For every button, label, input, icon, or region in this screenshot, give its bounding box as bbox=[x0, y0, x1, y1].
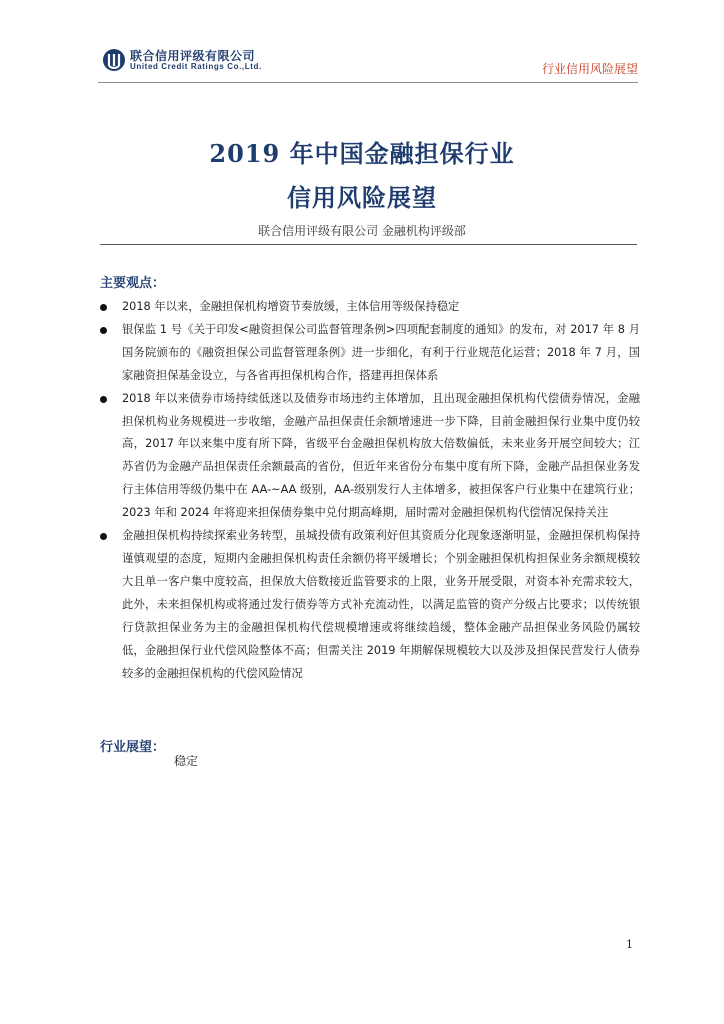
company-name-en: United Credit Ratings Co.,Ltd. bbox=[130, 62, 262, 71]
ucr-logo-icon bbox=[102, 48, 126, 72]
industry-outlook-value: 稳定 bbox=[174, 754, 199, 768]
bullet-text: 2018 年以来债券市场持续低迷以及债券市场违约主体增加，且出现金融担保机构代偿债券情况，金融担保机构业务规模进一步收缩，金融产品担保责任余额增速进一步下降，目前金融担保行业集中度仍较高，2017 年以来集中度有所下降，省级平台金融担保机构放大倍数偏低，未来业务开展空间较大；江苏省仍为金融产品担保责任余额最高的省份，但近年来省份分布集中度有所下降，金融产品担保业务发行主体信用等级仍集中在 AA-~AA 级别，AA-级别发行人主体增多，被担保客户行业集中在建筑行业；2023 年和 2024 年将迎来担保债券集中兑付期高峰期，届时需对金融担保机构代偿情况保持关注 bbox=[122, 391, 640, 520]
bullet-text: 银保监 1 号《关于印发<融资担保公司监督管理条例>四项配套制度的通知》的发布，对 2017 年 8 月国务院颁布的《融资担保公司监督管理条例》进一步细化，有利于行业规范化运营；2018 年 7 月，国家融资担保基金设立，与各省再担保机构合作，搭建再担保体系 bbox=[122, 322, 640, 382]
page-number: 1 bbox=[626, 938, 633, 951]
report-title-line2: 信用风险展望 bbox=[287, 183, 437, 212]
bullet-text: 2018 年以来，金融担保机构增资节奏放缓，主体信用等级保持稳定 bbox=[122, 300, 460, 313]
list-item bbox=[100, 296, 640, 319]
bullet-text: 金融担保机构持续探索业务转型，虽城投债有政策利好但其资质分化现象逐渐明显，金融担保机构保持谨慎观望的态度，短期内金融担保机构责任余额仍将平缓增长；个别金融担保机构担保业务余额规模较大且单一客户集中度较高，担保放大倍数接近监管要求的上限，业务开展受限，对资本补充需求较大，此外，未来担保机构或将通过发行债券等方式补充流动性，以满足监管的资产分级占比要求；以传统银行贷款担保业务为主的金融担保机构代偿规模增速或将继续趋缓，整体金融产品担保业务风险仍属较低，金融担保行业代偿风险整体不高；但需关注 2019 年期解保规模较大以及涉及担保民营发行人债券较多的金融担保机构的代偿风险情况 bbox=[122, 529, 640, 680]
company-logo bbox=[102, 47, 292, 75]
report-title-line1: 2019 年中国金融担保行业 bbox=[209, 139, 515, 168]
industry-outlook-heading: 行业展望： bbox=[100, 740, 166, 755]
main-views-heading: 主要观点： bbox=[100, 276, 166, 291]
list-item bbox=[100, 319, 640, 388]
page-header bbox=[0, 0, 724, 90]
bullet-icon bbox=[100, 396, 107, 403]
bullet-icon bbox=[100, 327, 107, 334]
main-views-list bbox=[100, 296, 640, 685]
list-item bbox=[100, 525, 640, 685]
header-divider bbox=[98, 82, 638, 83]
title-divider bbox=[100, 244, 637, 245]
report-subtitle: 联合信用评级有限公司 金融机构评级部 bbox=[258, 224, 466, 238]
company-name-cn: 联合信用评级有限公司 bbox=[130, 49, 256, 63]
bullet-icon bbox=[100, 304, 107, 311]
list-item bbox=[100, 388, 640, 525]
bullet-icon bbox=[100, 533, 107, 540]
header-section-label: 行业信用风险展望 bbox=[541, 62, 638, 76]
